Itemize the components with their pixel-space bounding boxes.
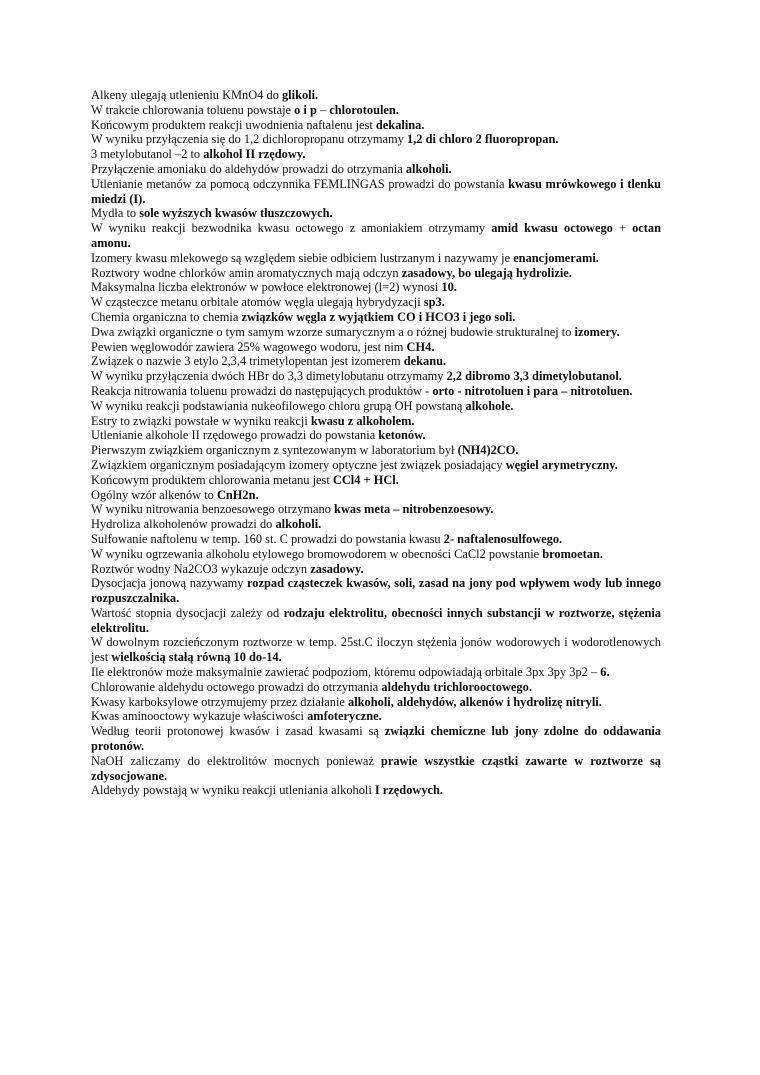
question-text: Związek o nazwie 3 etylo 2,3,4 trimetylopentan jest izomerem bbox=[91, 354, 404, 369]
question-text: Roztwór wodny Na2CO3 wykazuje odczyn bbox=[91, 561, 311, 576]
paragraph bbox=[91, 783, 661, 798]
question-text: W dowolnym rozcieńczonym roztworze w temp. 25st.C iloczyn stężenia jonów wodorowych i wodorotlenowych jest bbox=[91, 635, 661, 665]
paragraph bbox=[91, 754, 661, 784]
paragraph bbox=[91, 399, 661, 414]
bold-answer-text: dekanu. bbox=[403, 354, 447, 369]
question-text: Dwa związki organiczne o tym samym wzorze sumarycznym a o różnej budowie strukturalnej to bbox=[91, 324, 575, 339]
bold-answer-text: kwasu mrówkowego i tlenku miedzi (I). bbox=[91, 176, 661, 206]
bold-answer-text: sp3. bbox=[423, 295, 445, 310]
document-page bbox=[91, 88, 661, 798]
paragraph bbox=[91, 369, 661, 384]
question-text: Utlenianie alkohole II rzędowego prowadzi do powstania bbox=[91, 428, 379, 443]
question-text: Dysocjacja jonową nazywamy bbox=[91, 576, 248, 591]
bold-answer-text: aldehydu trichlorooctowego. bbox=[381, 679, 532, 694]
question-text: Estry to związki powstałe w wyniku reakcji bbox=[91, 413, 311, 428]
question-text: Ogólny wzór alkenów to bbox=[91, 487, 217, 502]
paragraph bbox=[91, 118, 661, 133]
question-text: Reakcja nitrowania toluenu prowadzi do następujących produktów - bbox=[91, 383, 433, 398]
paragraph bbox=[91, 517, 661, 532]
bold-answer-text: kwasu z alkoholem. bbox=[310, 413, 415, 428]
question-text: Maksymalna liczba elektronów w powłoce elektronowej (l=2) wynosi bbox=[91, 280, 442, 295]
bold-answer-text: wielkością stałą równą 10 do-14. bbox=[111, 650, 282, 665]
paragraph bbox=[91, 532, 661, 547]
bold-answer-text: CCl4 + HCl. bbox=[332, 472, 399, 487]
paragraph bbox=[91, 251, 661, 266]
bold-answer-text: bromoetan. bbox=[542, 546, 603, 561]
question-text: Według teorii protonowej kwasów i zasad kwasami są bbox=[91, 724, 385, 739]
question-text: Alkeny ulegają utlenieniu KMnO4 do bbox=[91, 88, 282, 102]
paragraph bbox=[91, 488, 661, 503]
question-text: Mydła to bbox=[91, 206, 140, 221]
question-text: W wyniku reakcji podstawiania nukeofilowego chloru grupą OH powstaną bbox=[91, 398, 466, 413]
paragraph bbox=[91, 665, 661, 680]
question-text: Związkiem organicznym posiadającym izomery optyczne jest związek posiadający bbox=[91, 457, 506, 472]
paragraph bbox=[91, 562, 661, 577]
bold-answer-text: 6. bbox=[600, 665, 610, 680]
paragraph bbox=[91, 295, 661, 310]
question-text: Izomery kwasu mlekowego są względem siebie odbiciem lustrzanym i nazywamy je bbox=[91, 250, 514, 265]
question-text: NaOH zaliczamy do elektrolitów mocnych ponieważ bbox=[91, 753, 381, 768]
bold-answer-text: alkoholi. bbox=[275, 517, 322, 532]
bold-answer-text: (NH4)2CO. bbox=[457, 443, 519, 458]
bold-answer-text: kwas meta – nitrobenzoesowy. bbox=[334, 502, 494, 517]
paragraph bbox=[91, 310, 661, 325]
bold-answer-text: węgiel arymetryczny. bbox=[505, 457, 618, 472]
bold-answer-text: związki chemiczne lub jony zdolne do oddawania protonów. bbox=[91, 724, 661, 754]
bold-answer-text: orto - nitrotoluen i para – nitrotoluen. bbox=[432, 383, 633, 398]
question-text: W cząsteczce metanu orbitale atomów węgla ulegają hybrydyzacji bbox=[91, 295, 424, 310]
question-text: Roztwory wodne chlorków amin aromatycznych mają odczyn bbox=[91, 265, 402, 280]
paragraph bbox=[91, 354, 661, 369]
paragraph bbox=[91, 147, 661, 162]
question-text: W wyniku ogrzewania alkoholu etylowego bromowodorem w obecności CaCl2 powstanie bbox=[91, 546, 543, 561]
paragraph bbox=[91, 576, 661, 606]
question-text: + bbox=[612, 221, 633, 236]
paragraph bbox=[91, 132, 661, 147]
question-text: W trakcie chlorowania toluenu powstaje bbox=[91, 102, 295, 117]
bold-answer-text: chlorotoulen. bbox=[329, 102, 399, 117]
paragraph bbox=[91, 325, 661, 340]
bold-answer-text: octan amonu. bbox=[91, 221, 661, 250]
question-text: Chlorowanie aldehydu octowego prowadzi do otrzymania bbox=[91, 679, 382, 694]
paragraph bbox=[91, 221, 661, 251]
bold-answer-text: zasadowy, bo ulegają hydrolizie. bbox=[401, 265, 572, 280]
bold-answer-text: zasadowy. bbox=[310, 561, 364, 576]
bold-answer-text: I rzędowych. bbox=[374, 783, 444, 798]
question-text: W wyniku przyłączenia się do 1,2 dichloropropanu otrzymamy bbox=[91, 132, 407, 147]
bold-answer-text: rodzaju elektrolitu, obecności innych substancji w roztworze, stężenia elektrolitu. bbox=[91, 605, 661, 635]
paragraph bbox=[91, 414, 661, 429]
paragraph bbox=[91, 547, 661, 562]
question-text: Kwasy karboksylowe otrzymujemy przez działanie bbox=[91, 694, 349, 709]
bold-answer-text: alkohol II rzędowy. bbox=[203, 147, 306, 162]
bold-answer-text: izomery. bbox=[574, 324, 620, 339]
question-text: Sulfowanie naftolenu w temp. 160 st. C prowadzi do powstania kwasu bbox=[91, 531, 444, 546]
paragraph bbox=[91, 473, 661, 488]
question-text: Hydroliza alkoholenów prowadzi do bbox=[91, 517, 276, 532]
question-text: W wyniku nitrowania benzoesowego otrzymano bbox=[91, 502, 335, 517]
question-text: Końcowym produktem reakcji uwodnienia naftalenu jest bbox=[91, 117, 376, 132]
paragraph bbox=[91, 428, 661, 443]
paragraph bbox=[91, 266, 661, 281]
bold-answer-text: związków węgla z wyjątkiem CO i HCO3 i jego soli. bbox=[241, 309, 516, 324]
bold-answer-text: o i p bbox=[294, 102, 317, 117]
question-text: W wyniku reakcji bezwodnika kwasu octowego z amoniakiem otrzymamy bbox=[91, 221, 492, 236]
bold-answer-text: 2- naftalenosulfowego. bbox=[443, 531, 563, 546]
bold-answer-text: glikoli. bbox=[281, 88, 319, 102]
bold-answer-text: 1,2 di chloro 2 fluoropropan. bbox=[407, 132, 559, 147]
bold-answer-text: prawie wszystkie cząstki zawarte w roztworze są zdysocjowane. bbox=[91, 753, 661, 783]
bold-answer-text: enancjomerami. bbox=[513, 250, 599, 265]
bold-answer-text: rozpad cząsteczek kwasów, soli, zasad na jony pod wpływem wody lub innego rozpuszczalnika. bbox=[91, 576, 662, 606]
bold-answer-text: CnH2n. bbox=[216, 487, 259, 502]
bold-answer-text: alkoholi, aldehydów, alkenów i hydrolizę nitryli. bbox=[348, 694, 602, 709]
paragraph bbox=[91, 458, 661, 473]
paragraph bbox=[91, 695, 661, 710]
bold-answer-text: 10. bbox=[441, 280, 457, 295]
paragraph bbox=[91, 340, 661, 355]
paragraph bbox=[91, 88, 661, 103]
bold-answer-text: amfoteryczne. bbox=[307, 709, 382, 724]
question-text: Ile elektronów może maksymalnie zawierać podpoziom, któremu odpowiadają orbitale 3px 3py 3p2 – bbox=[91, 665, 601, 680]
question-text: Pierwszym związkiem organicznym z syntezowanym w laboratorium był bbox=[91, 443, 458, 458]
bold-answer-text: CH4. bbox=[406, 339, 435, 354]
question-text: 3 metylobutanol –2 to bbox=[91, 147, 204, 162]
question-text: Aldehydy powstają w wyniku reakcji utleniania alkoholi bbox=[91, 783, 375, 798]
question-text: Końcowym produktem chlorowania metanu jest bbox=[91, 472, 333, 487]
bold-answer-text: alkohole. bbox=[465, 398, 514, 413]
paragraph bbox=[91, 103, 661, 118]
bold-answer-text: ketonów. bbox=[378, 428, 426, 443]
bold-answer-text: 2,2 dibromo 3,3 dimetylobutanol. bbox=[446, 369, 622, 384]
question-text: – bbox=[316, 102, 330, 117]
bold-answer-text: amid kwasu octowego bbox=[491, 221, 613, 236]
paragraph bbox=[91, 280, 661, 295]
paragraph bbox=[91, 162, 661, 177]
bold-answer-text: dekalina. bbox=[375, 117, 425, 132]
paragraph bbox=[91, 206, 661, 221]
paragraph bbox=[91, 384, 661, 399]
paragraph bbox=[91, 680, 661, 695]
question-text: Przyłączenie amoniaku do aldehydów prowadzi do otrzymania bbox=[91, 161, 406, 176]
paragraph bbox=[91, 606, 661, 636]
paragraph bbox=[91, 177, 661, 207]
bold-answer-text: sole wyższych kwasów tłuszczowych. bbox=[139, 206, 333, 221]
question-text: Wartość stopnia dysocjacji zależy od bbox=[91, 605, 284, 620]
paragraph bbox=[91, 709, 661, 724]
paragraph bbox=[91, 635, 661, 665]
question-text: Chemia organiczna to chemia bbox=[91, 309, 242, 324]
question-text: Pewien węglowodór zawiera 25% wagowego wodoru, jest nim bbox=[91, 339, 407, 354]
paragraph bbox=[91, 443, 661, 458]
paragraph bbox=[91, 724, 661, 754]
bold-answer-text: alkoholi. bbox=[405, 161, 452, 176]
question-text: W wyniku przyłączenia dwóch HBr do 3,3 dimetylobutanu otrzymamy bbox=[91, 369, 447, 384]
question-text: Utlenianie metanów za pomocą odczynnika FEMLINGAS prowadzi do powstania bbox=[91, 176, 509, 191]
paragraph bbox=[91, 502, 661, 517]
question-text: Kwas aminooctowy wykazuje właściwości bbox=[91, 709, 308, 724]
